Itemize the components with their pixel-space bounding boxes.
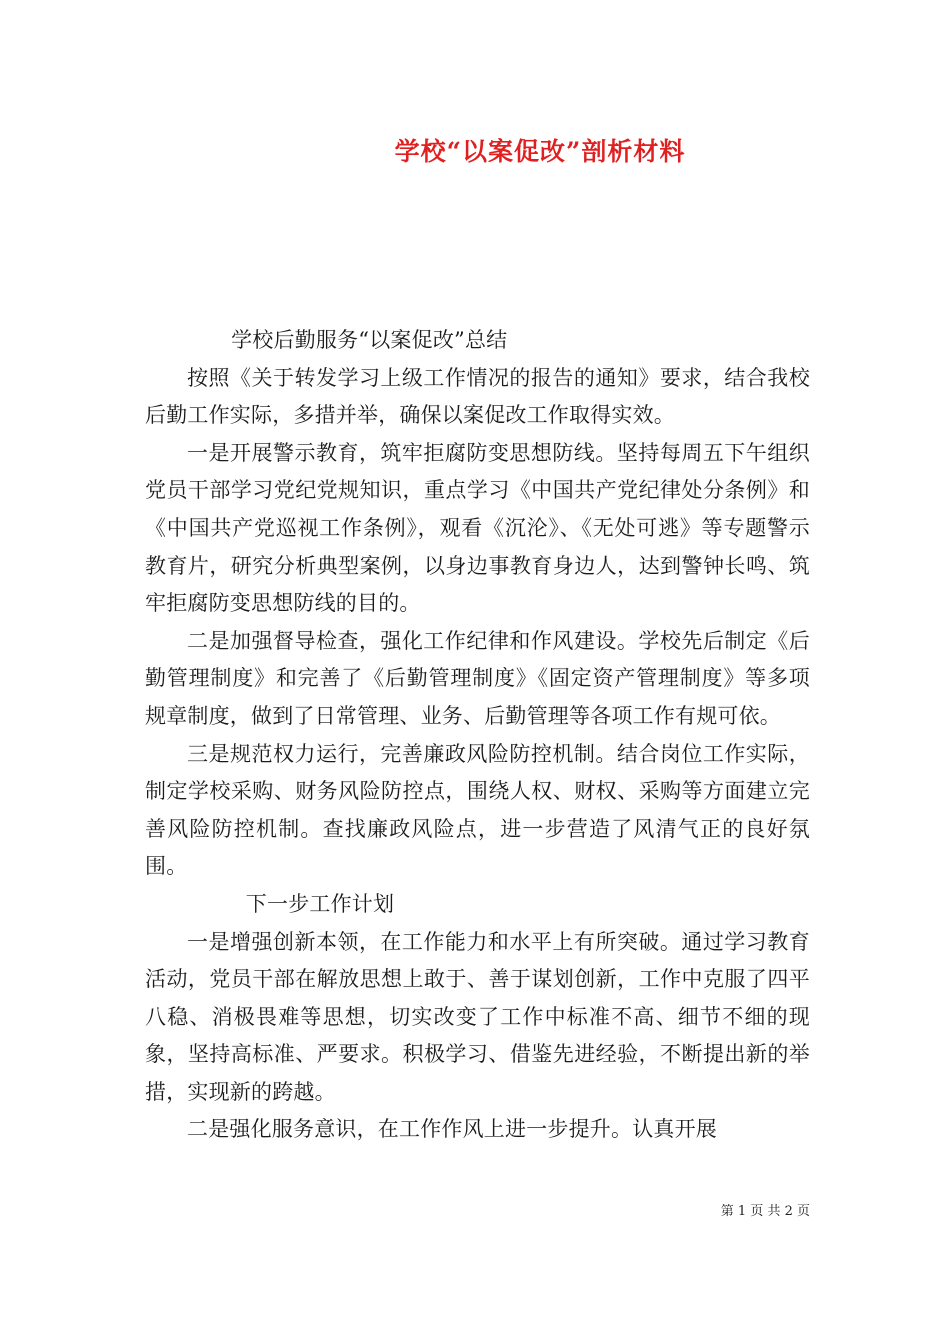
body-paragraph-1: 一是开展警示教育，筑牢拒腐防变思想防线。坚持每周五下午组织党员干部学习党纪党规知识，重点学习《中国共产党纪律处分条例》和《中国共产党巡视工作条例》，观看《沉沦》、《无处可逃》等专题警示教育片，研究分析典型案例，以身边事教育身边人，达到警钟长鸣、筑牢拒腐防变思想防线的目的。 <box>145 440 810 616</box>
document-body <box>145 322 810 1149</box>
body-paragraph-2: 二是加强督导检查，强化工作纪律和作风建设。学校先后制定《后勤管理制度》和完善了《后勤管理制度》《固定资产管理制度》等多项规章制度，做到了日常管理、业务、后勤管理等各项工作有规可依。 <box>145 628 810 728</box>
plan-paragraph-2: 二是强化服务意识，在工作作风上进一步提升。认真开展 <box>187 1117 717 1142</box>
document-title: 学校“以案促改”剖析材料 <box>394 137 686 166</box>
next-plan-heading: 下一步工作计划 <box>245 891 395 916</box>
page-number: 第 1 页 共 2 页 <box>720 1204 810 1219</box>
plan-paragraph-1: 一是增强创新本领，在工作能力和水平上有所突破。通过学习教育活动，党员干部在解放思想上敢于、善于谋划创新，工作中克服了四平八稳、消极畏难等思想，切实改变了工作中标准不高、细节不细的现象，坚持高标准、严要求。积极学习、借鉴先进经验，不断提出新的举措，实现新的跨越。 <box>145 929 810 1104</box>
body-paragraph-3: 三是规范权力运行，完善廉政风险防控机制。结合岗位工作实际，制定学校采购、财务风险防控点，围绕人权、财权、采购等方面建立完善风险防控机制。查找廉政风险点，进一步营造了风清气正的良好氛围。 <box>145 741 810 879</box>
document-subtitle: 学校后勤服务“以案促改”总结 <box>231 328 508 352</box>
intro-paragraph: 按照《关于转发学习上级工作情况的报告的通知》要求，结合我校后勤工作实际，多措并举，确保以案促改工作取得实效。 <box>145 365 810 428</box>
